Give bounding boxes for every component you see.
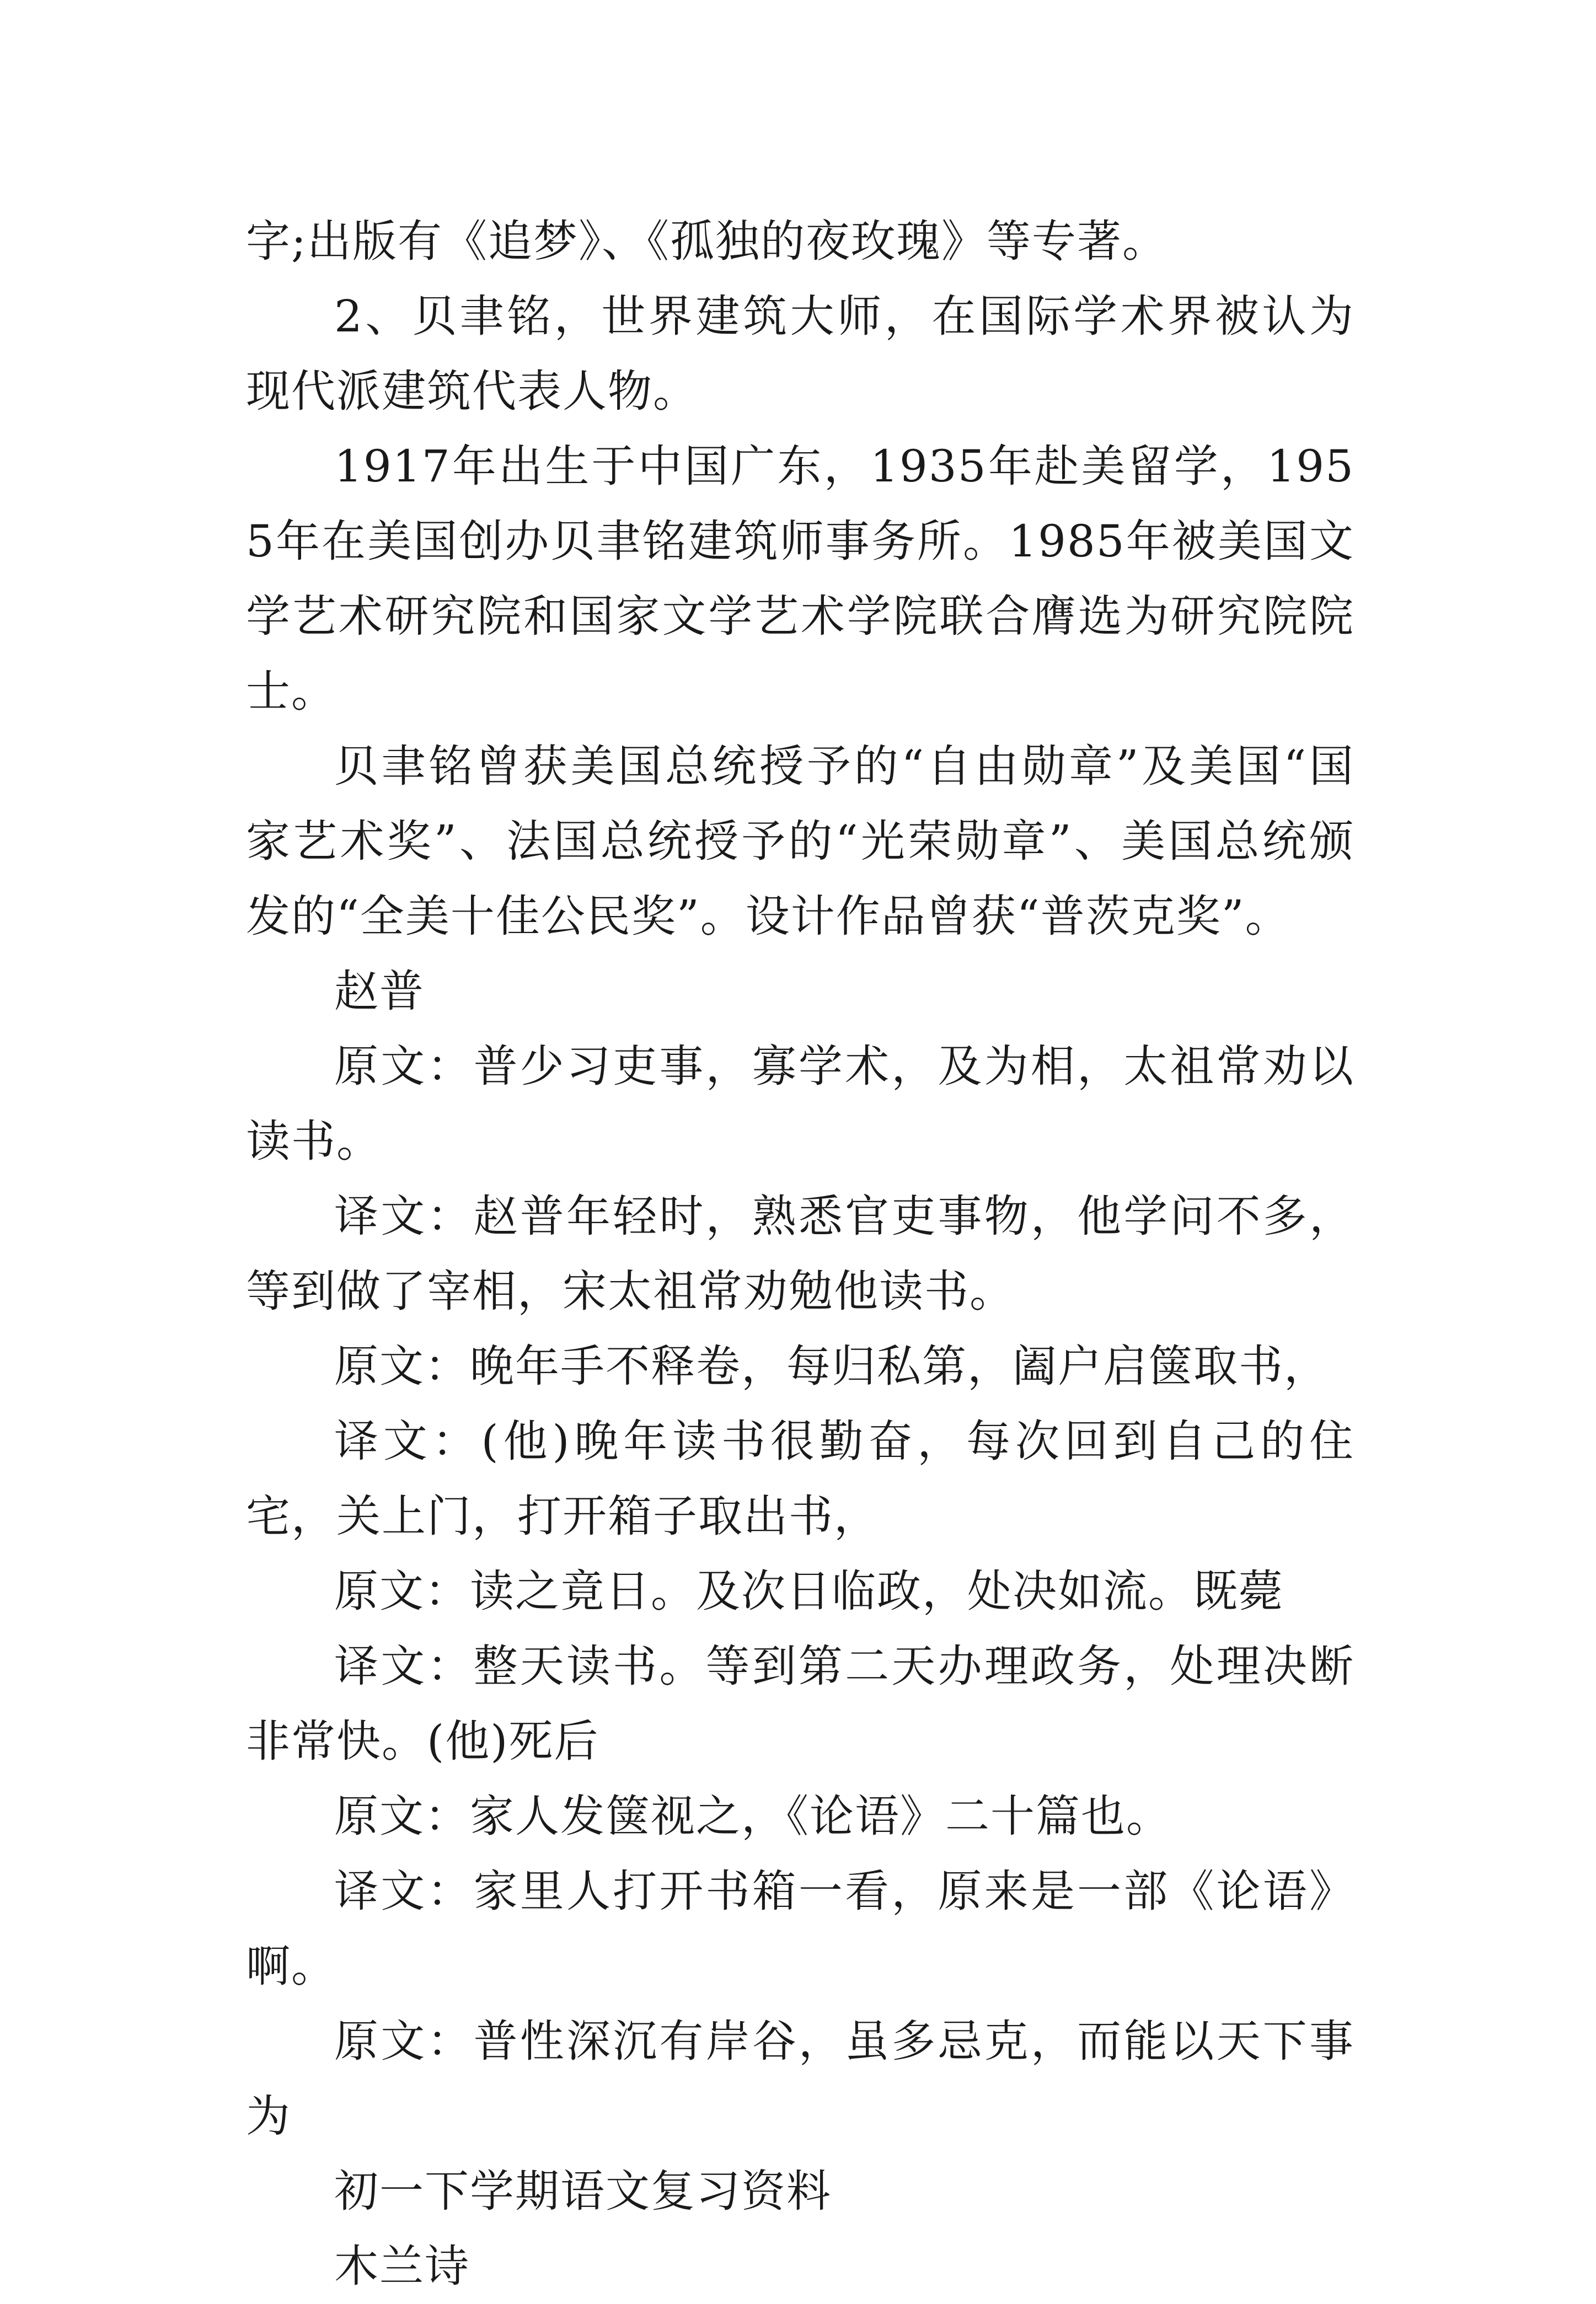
paragraph-translation: 译文：家里人打开书箱一看，原来是一部《论语》啊。 bbox=[246, 1866, 1354, 1992]
section-heading-mulan-poem: 木兰诗 bbox=[334, 2241, 470, 2292]
paragraph-original-text: 原文：普少习吏事，寡学术，及为相，太祖常劝以读书。 bbox=[246, 1041, 1354, 1167]
paragraph-translation: 译文：整天读书。等到第二天办理政务，处理决断非常快。(他)死后 bbox=[246, 1641, 1354, 1767]
paragraph-continuation: 字;出版有《追梦》、《孤独的夜玫瑰》等专著。 bbox=[246, 216, 1167, 267]
paragraph-translation: 译文：(他)晚年读书很勤奋，每次回到自己的住宅，关上门，打开箱子取出书， bbox=[246, 1416, 1354, 1542]
paragraph-bei-yuming-bio: 1917年出生于中国广东，1935年赴美留学，1955年在美国创办贝聿铭建筑师事务所。1985年被美国文学艺术研究院和国家文学艺术学院联合膺选为研究院院士。 bbox=[246, 441, 1354, 717]
paragraph-bei-yuming-awards: 贝聿铭曾获美国总统授予的“自由勋章”及美国“国家艺术奖”、法国总统授予的“光荣勋章”、美国总统颁发的“全美十佳公民奖”。设计作品曾获“普茨克奖”。 bbox=[246, 741, 1354, 942]
section-heading-review-material: 初一下学期语文复习资料 bbox=[334, 2166, 832, 2217]
paragraph-original-text: 原文：家人发箧视之，《论语》二十篇也。 bbox=[334, 1791, 1171, 1842]
paragraph-translation: 译文：赵普年轻时，熟悉官吏事物，他学问不多，等到做了宰相，宋太祖常劝勉他读书。 bbox=[246, 1191, 1354, 1317]
paragraph-original-text: 原文：普性深沉有岸谷，虽多忌克，而能以天下事为 bbox=[246, 2016, 1354, 2142]
document-body bbox=[246, 204, 1354, 2304]
paragraph-original-text: 原文：晚年手不释卷，每归私第，阖户启箧取书， bbox=[334, 1341, 1329, 1392]
paragraph-original-text: 原文：读之竟日。及次日临政，处决如流。既薨 bbox=[334, 1566, 1284, 1617]
paragraph-bei-yuming-intro: 2、贝聿铭，世界建筑大师，在国际学术界被认为现代派建筑代表人物。 bbox=[246, 291, 1354, 417]
section-heading-zhao-pu: 赵普 bbox=[334, 966, 425, 1017]
